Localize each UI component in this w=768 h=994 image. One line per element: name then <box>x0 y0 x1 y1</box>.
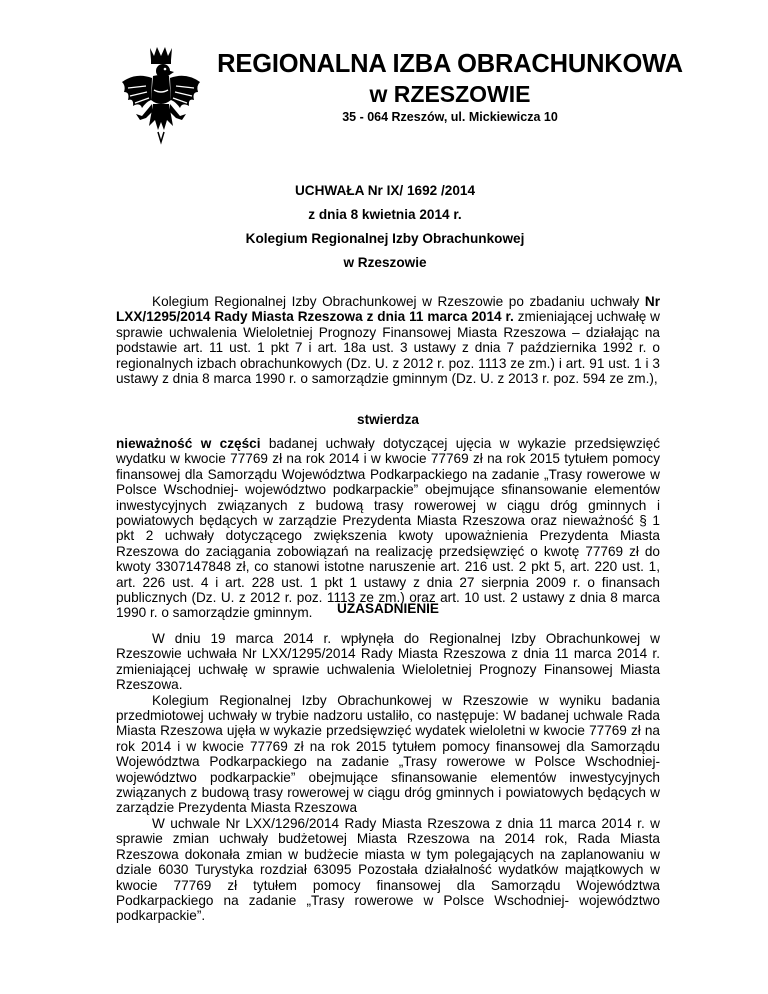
polish-eagle-emblem-icon <box>116 42 206 148</box>
resolution-place: w Rzeszowie <box>343 255 427 270</box>
intro-text-pre: Kolegium Regionalnej Izby Obrachunkowej w Rzeszowie po zbadaniu uchwały <box>152 294 645 309</box>
stwierdza-heading: stwierdza <box>357 412 419 427</box>
org-name-line1: REGIONALNA IZBA OBRACHUNKOWA <box>217 50 683 78</box>
resolution-issuer: Kolegium Regionalnej Izby Obrachunkowej <box>245 231 525 246</box>
org-name-line2: w RZESZOWIE <box>369 81 531 107</box>
decision-text: badanej uchwały dotyczącej ujęcia w wykazie przedsięwzięć wydatku w kwocie 77769 zł na rok 2014 i w kwocie 77769 zł na rok 2015 tytułem pomocy finansowej dla Samorządu Województwa Podkarpackiego na zadanie „Trasy rowerowe w Polsce Wschodniej- województwo podkarpackie” obejmujące sfinansowanie elementów inwestycyjnych związanych z budową trasy rowerowej w ciągu dróg gminnych i powiatowych będących w zarządzie Prezydenta Miasta Rzeszowa oraz nieważność § 1 pkt 2 uchwały dotyczącego zwiększenia kwoty upoważnienia Prezydenta Miasta Rzeszowa do zaciągania zobowiązań na realizację przedsięwzięć o kwotę 77769 zł do kwoty 3307147848 zł, co stanowi istotne naruszenie art. 216 ust. 2 pkt 5, art. 220 ust. 1, art. 226 ust. 4 i art. 228 ust. 1 pkt 1 ustawy z dnia 27 sierpnia 2009 r. o finansach publicznych (Dz. U. z 2012 r. poz. 1113 ze zm.) oraz art. 10 ust. 2 ustawy z dnia 8 marca 1990 r. o samorządzie gminnym. <box>116 436 660 621</box>
resolution-number: UCHWAŁA Nr IX/ 1692 /2014 <box>294 183 476 198</box>
justification-paragraph: W uchwale Nr LXX/1296/2014 Rady Miasta Rzeszowa z dnia 11 marca 2014 r. w sprawie zmian uchwały budżetowej Miasta Rzeszowa na 2014 rok, Rada Miasta Rzeszowa dokonała zmian w budżecie miasta w tym polegających na zaplanowaniu w dziale 6030 Turystyka rozdział 63095 Pozostała działalność wydatków majątkowych w kwocie 77769 zł tytułem pomocy finansowej dla Samorządu Województwa Podkarpackiego na zadanie „Trasy rowerowe w Polsce Wschodniej- województwo podkarpackie”. <box>116 815 660 924</box>
intro-text-post: zmieniającej uchwałę w sprawie uchwalenia Wieloletniej Prognozy Finansowej Miasta Rzeszowa – działając na podstawie art. 11 ust. 1 pkt 7 i art. 18a ust. 3 ustawy z dnia 7 października 1992 r. o regionalnych izbach obrachunkowych (Dz. U. z 2012 r. poz. 1113 ze zm.) i art. 91 ust. 1 i 3 ustawy z dnia 8 marca 1990 r. o samorządzie gminnym (Dz. U. z 2013 r. poz. 594 ze zm.), <box>116 309 660 387</box>
intro-paragraph <box>116 294 660 386</box>
justification-paragraph: W dniu 19 marca 2014 r. wpłynęła do Regionalnej Izby Obrachunkowej w Rzeszowie uchwała Nr LXX/1295/2014 Rady Miasta Rzeszowa z dnia 11 marca 2014 r. zmieniającej uchwałę w sprawie uchwalenia Wieloletniej Prognozy Finansowej Miasta Rzeszowa. <box>116 631 660 693</box>
org-address: 35 - 064 Rzeszów, ul. Mickiewicza 10 <box>342 110 558 124</box>
justification-paragraph: Kolegium Regionalnej Izby Obrachunkowej w Rzeszowie w wyniku badania przedmiotowej uchwały w trybie nadzoru ustaliło, co następuje: W badanej uchwale Rada Miasta Rzeszowa ujęła w wykazie przedsięwzięć wydatek wieloletni w kwocie 77769 zł na rok 2014 i w kwocie 77769 zł na rok 2015 tytułem pomocy finansowej dla Samorządu Województwa Podkarpackiego na zadanie „Trasy rowerowe w Polsce Wschodniej- województwo podkarpackie” obejmujące sfinansowanie elementów inwestycyjnych związanych z budową trasy rowerowej w ciągu dróg gminnych i powiatowych będących w zarządzie Prezydenta Miasta Rzeszowa <box>116 692 660 816</box>
uzasadnienie-heading: UZASADNIENIE <box>337 601 439 616</box>
intro-text-bold: Nr LXX/1295/2014 Rady Miasta Rzeszowa z dnia 11 marca 2014 r. <box>116 294 660 325</box>
resolution-date: z dnia 8 kwietnia 2014 r. <box>308 207 462 222</box>
decision-paragraph <box>116 436 660 621</box>
justification-section <box>116 631 660 924</box>
decision-text-bold: nieważność w części <box>116 436 261 451</box>
